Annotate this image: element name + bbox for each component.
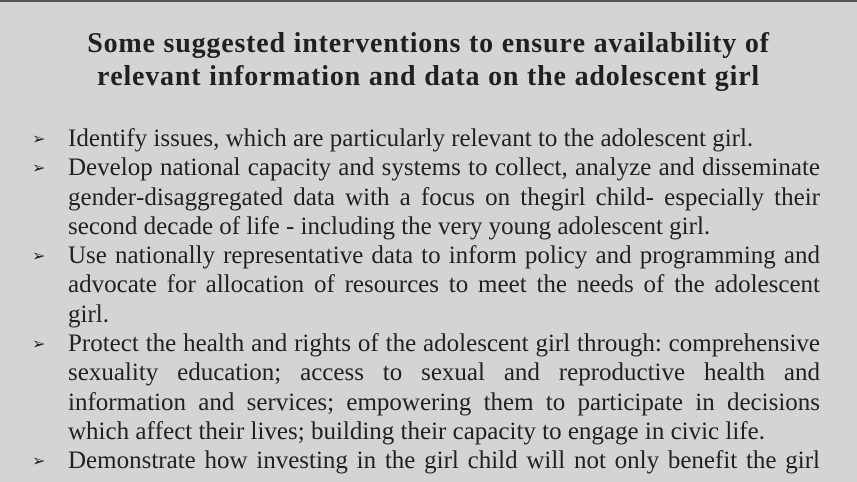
arrowhead-bullet-icon bbox=[32, 159, 49, 176]
arrowhead-bullet-icon bbox=[32, 452, 49, 469]
title-line-2: relevant information and data on the adolescent girl bbox=[96, 61, 760, 92]
list-item bbox=[0, 153, 820, 241]
list-item-text: Identify issues, which are particularly relevant to the adolescent girl. bbox=[68, 125, 754, 152]
list-item-text: Protect the health and rights of the adolescent girl through: comprehensive sexuality education; access to sexual and reproductive health and information and services; empowering them to participate in decisions which affect their lives; building their capacity to engage in civic life. bbox=[68, 330, 820, 445]
list-item bbox=[0, 329, 820, 446]
intervention-list bbox=[0, 124, 857, 476]
arrowhead-bullet-icon bbox=[32, 247, 49, 264]
list-item-text: Demonstrate how investing in the girl child will not only benefit the girl bbox=[68, 447, 820, 475]
list-item-text: Develop national capacity and systems to collect, analyze and disseminate gender-disaggregated data with a focus on thegirl child- especially their second decade of life - including the very young adolescent girl. bbox=[68, 154, 820, 240]
title-line-1: Some suggested interventions to ensure availability of bbox=[87, 28, 770, 59]
list-item bbox=[0, 124, 820, 153]
list-item-text: Use nationally representative data to inform policy and programming and advocate for allocation of resources to meet the needs of the adolescent girl. bbox=[68, 242, 820, 328]
list-item bbox=[0, 241, 820, 329]
arrowhead-bullet-icon bbox=[32, 130, 49, 147]
list-item bbox=[0, 446, 820, 475]
page-title bbox=[0, 27, 857, 93]
arrowhead-bullet-icon bbox=[32, 335, 49, 352]
